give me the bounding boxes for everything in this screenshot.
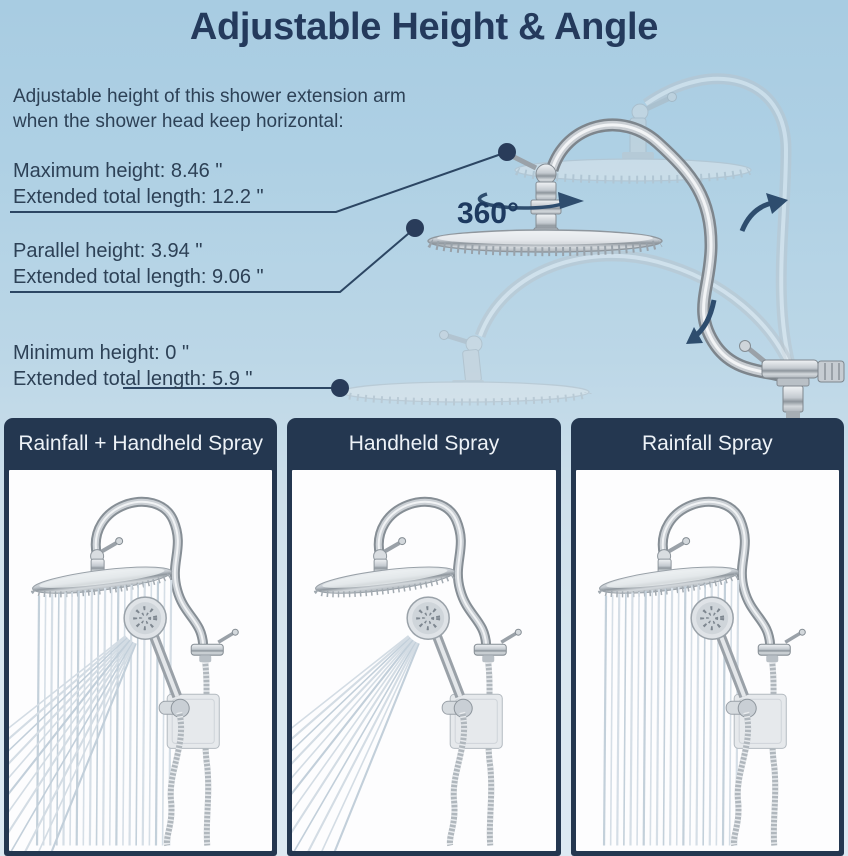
shower-photo: [9, 470, 272, 851]
shower-hose: [205, 662, 208, 845]
panel-title: Handheld Spray: [348, 432, 500, 455]
ghost-arm-max-position: [515, 79, 792, 372]
callout-parallel-line-1: Parallel height: 3.94 ": [13, 240, 203, 262]
handheld-spray: [292, 636, 419, 851]
callout-minimum-line-1: Minimum height: 0 ": [13, 342, 190, 364]
page-title: Adjustable Height & Angle: [189, 6, 659, 48]
spray-mode-panels: [0, 418, 848, 856]
rotation-360-label: 360°: [456, 197, 519, 230]
panel-handheld-spray: [287, 418, 560, 856]
panel-title: Rainfall Spray: [641, 432, 773, 455]
callout-dot-parallel: [406, 219, 424, 237]
rainfall-showerhead: [428, 230, 662, 252]
shower-photo: [576, 470, 839, 851]
wall-bracket: [726, 694, 786, 748]
intro-line-1: Adjustable height of this shower extension arm: [13, 86, 406, 107]
shower-scene: [9, 470, 272, 851]
callout-dot-maximum: [498, 143, 516, 161]
callout-maximum-line-2: Extended total length: 12.2 ": [13, 186, 264, 208]
callout-maximum-height: [13, 158, 264, 210]
intro-line-2: when the shower head keep horizontal:: [13, 111, 344, 132]
intro-text: [13, 84, 406, 134]
shower-hose: [772, 662, 775, 845]
callout-maximum-line-1: Maximum height: 8.46 ": [13, 160, 223, 182]
panel-title: Rainfall + Handheld Spray: [18, 432, 263, 455]
shower-scene: [292, 470, 555, 851]
callout-dot-minimum: [331, 379, 349, 397]
shower-scene: [576, 470, 839, 851]
shower-photo: [292, 470, 555, 851]
callout-minimum-height: [13, 340, 253, 392]
wall-bracket: [159, 694, 219, 748]
shower-hose: [489, 662, 492, 845]
callout-minimum-line-2: Extended total length: 5.9 ": [13, 368, 253, 390]
panel-rainfall-handheld-spray: [4, 418, 277, 856]
ghost-arm-min-position: [341, 256, 792, 402]
panel-rainfall-spray: [571, 418, 844, 856]
callout-parallel-line-2: Extended total length: 9.06 ": [13, 266, 264, 288]
callout-parallel-height: [13, 238, 264, 290]
wall-bracket: [443, 694, 503, 748]
